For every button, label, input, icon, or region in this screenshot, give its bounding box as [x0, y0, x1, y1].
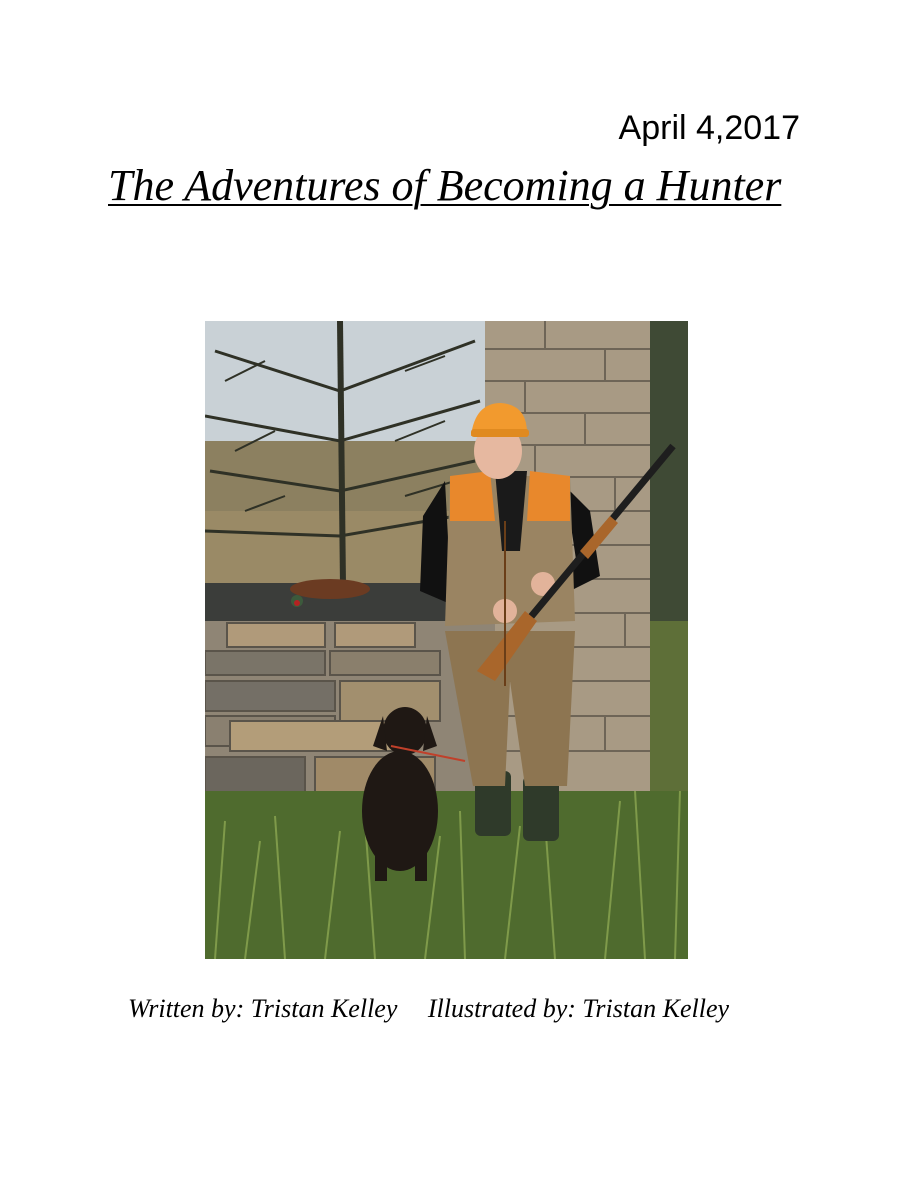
cover-photo — [205, 321, 688, 959]
pheasant — [290, 579, 370, 599]
cover-title: The Adventures of Becoming a Hunter — [108, 161, 782, 210]
hunter-with-dog-photo — [205, 321, 688, 959]
photo-grass — [205, 791, 688, 959]
written-by: Written by: Tristan Kelley — [128, 994, 398, 1023]
cover-credits — [128, 993, 729, 1024]
cover-date: April 4,2017 — [618, 109, 800, 147]
illustrated-by: Illustrated by: Tristan Kelley — [427, 994, 730, 1023]
